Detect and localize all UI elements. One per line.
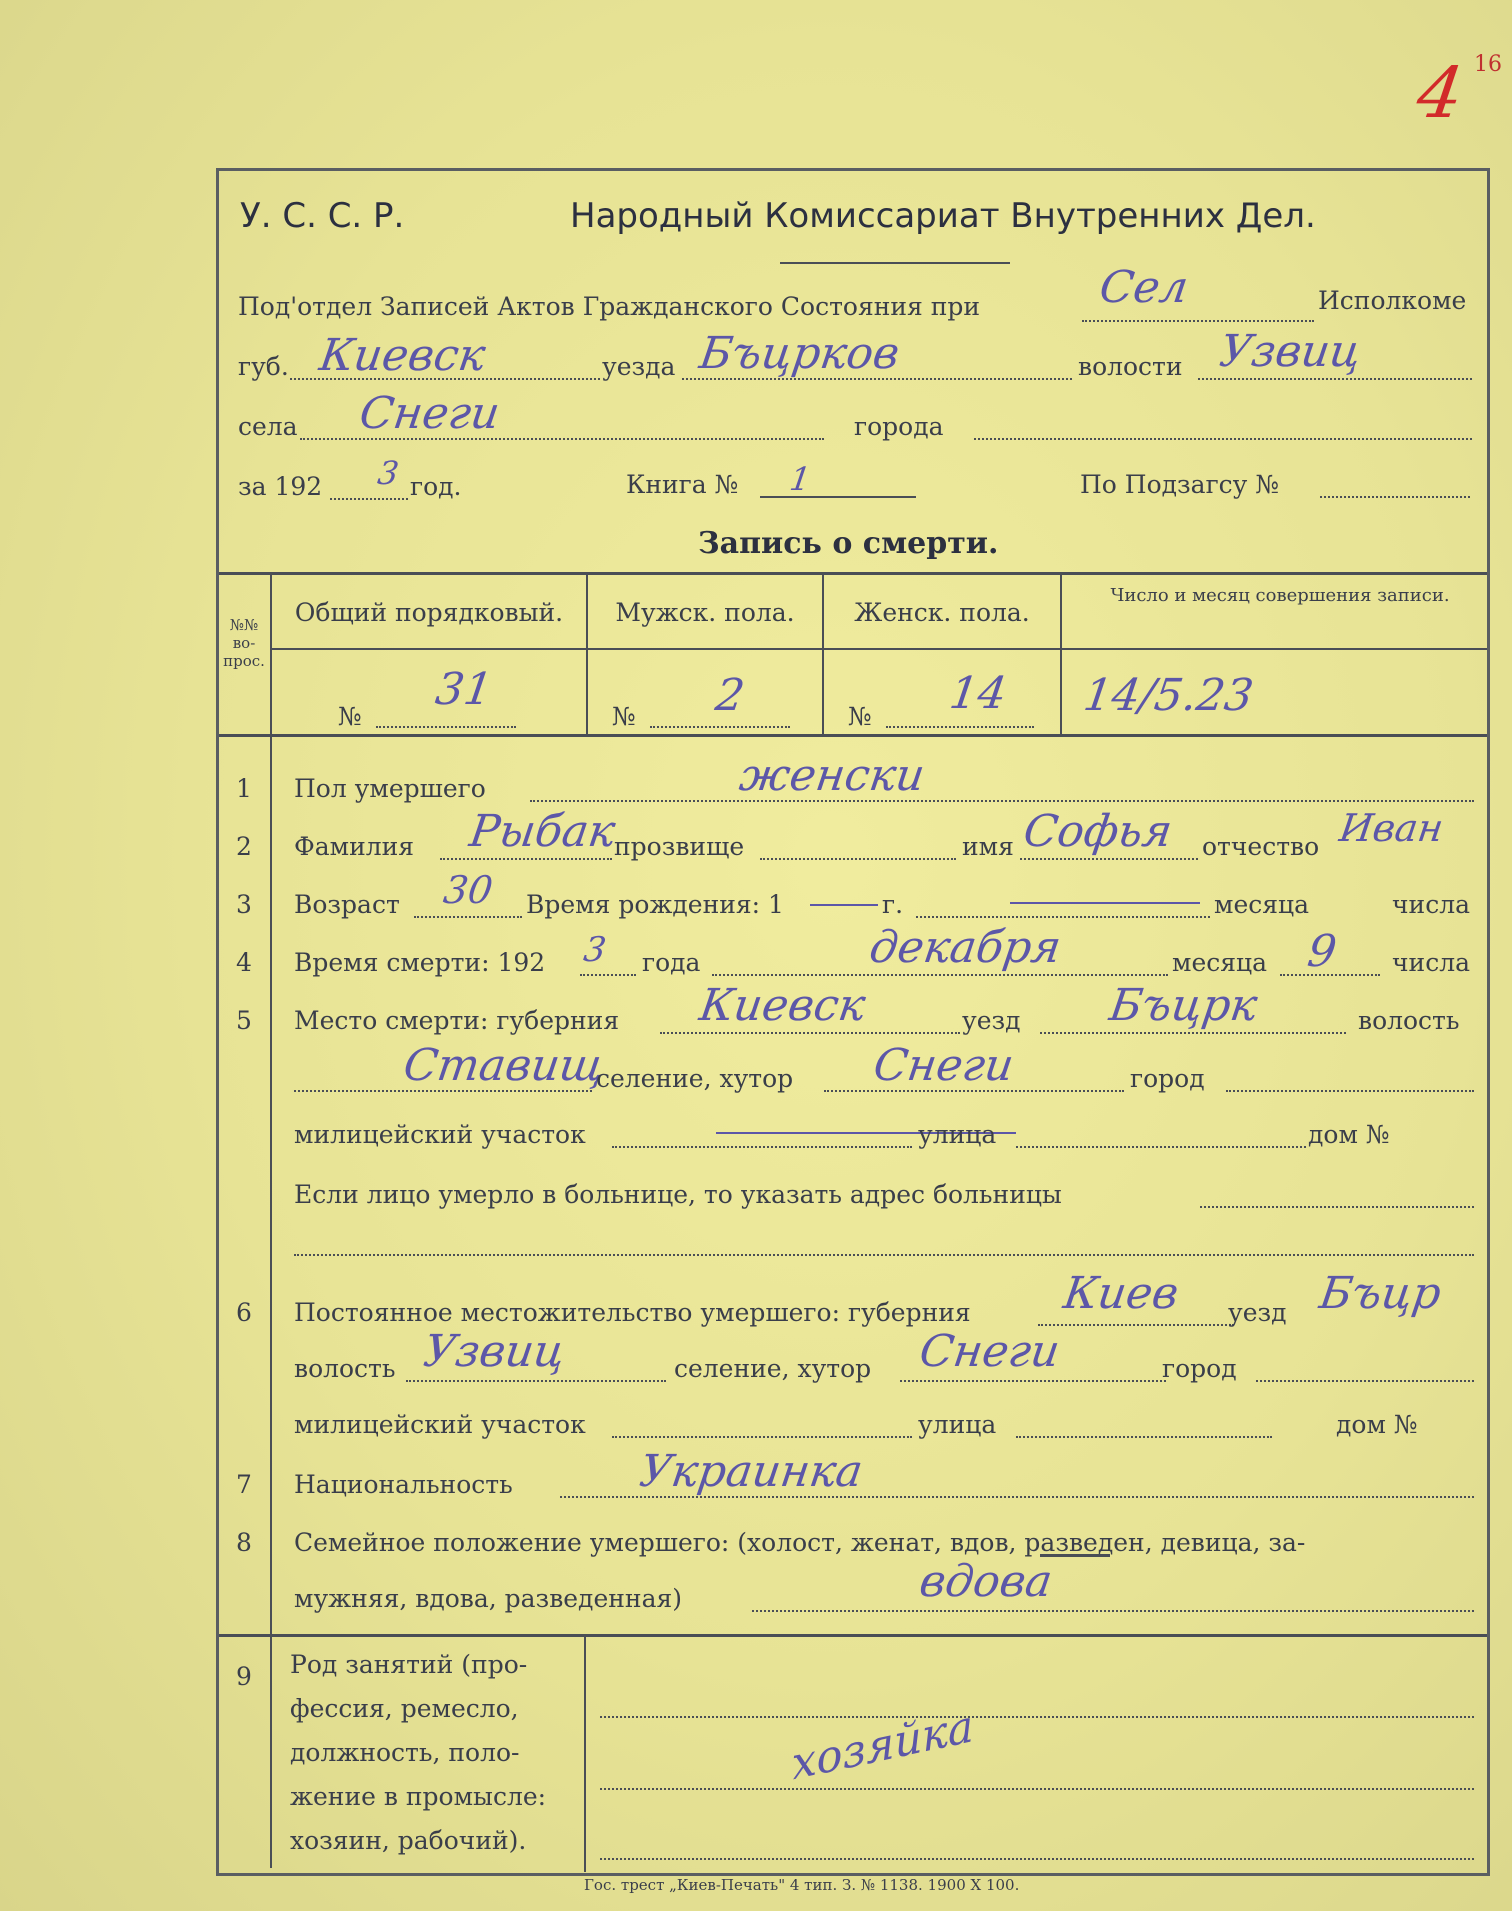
handwritten-death-village: Снеги bbox=[870, 1040, 1017, 1091]
table-mid-rule bbox=[270, 648, 1487, 650]
fill-line bbox=[330, 498, 408, 500]
q3-year-label: г. bbox=[882, 890, 904, 919]
table-divider bbox=[1060, 572, 1062, 734]
commissariat-title: Народный Комиссариат Внутренних Дел. bbox=[570, 196, 1316, 236]
fill-line bbox=[650, 726, 790, 728]
handwritten-res-village: Снеги bbox=[916, 1326, 1063, 1377]
fill-line bbox=[1016, 1146, 1306, 1148]
fill-line bbox=[810, 904, 878, 906]
handwritten-gub: Киевск bbox=[316, 330, 489, 381]
fill-line bbox=[900, 1380, 1166, 1382]
question-number: 5 bbox=[236, 1006, 252, 1035]
ispolkom-label: Исполкоме bbox=[1318, 286, 1467, 315]
q5-place-label: Место смерти: губерния bbox=[294, 1006, 620, 1035]
handwritten-nationality: Украинка bbox=[636, 1446, 866, 1497]
q2-patronymic-label: отчество bbox=[1202, 832, 1320, 861]
handwritten-general-no: 31 bbox=[432, 664, 496, 715]
fill-line bbox=[886, 726, 1034, 728]
folio-number-small: 16 bbox=[1474, 52, 1502, 77]
q9-top-rule bbox=[219, 1634, 1487, 1637]
q5-police-label: милицейский участок bbox=[294, 1120, 586, 1149]
fill-line bbox=[530, 800, 1474, 802]
no-sign: № bbox=[338, 702, 362, 731]
fill-line bbox=[440, 858, 612, 860]
table-bottom-rule bbox=[219, 734, 1487, 737]
podzags-label: По Подзагсу № bbox=[1080, 470, 1279, 499]
col-date: Число и месяц совершения записи. bbox=[1110, 585, 1450, 606]
q9-line: Род занятий (про- bbox=[290, 1650, 528, 1679]
fill-line bbox=[752, 1610, 1474, 1612]
handwritten-death-month: декабря bbox=[866, 922, 1065, 973]
col-male: Мужск. пола. bbox=[615, 598, 795, 627]
fill-line bbox=[1020, 858, 1198, 860]
q9-line: жение в промысле: bbox=[290, 1782, 547, 1811]
question-number: 7 bbox=[236, 1470, 252, 1499]
folio-number-red: 4 bbox=[1412, 52, 1469, 134]
handwritten-selo: Снеги bbox=[356, 388, 503, 439]
handwritten-death-day: 9 bbox=[1304, 926, 1340, 977]
q2-name-label: имя bbox=[962, 832, 1014, 861]
fill-line bbox=[712, 974, 1168, 976]
q6-residence-label: Постоянное местожительство умершего: губерния bbox=[294, 1298, 971, 1327]
fill-line bbox=[294, 1254, 1474, 1256]
q3-month-label: месяца bbox=[1214, 890, 1309, 919]
fill-line bbox=[1226, 1090, 1474, 1092]
volost-label: волости bbox=[1078, 352, 1183, 381]
question-number: 2 bbox=[236, 832, 252, 861]
handwritten-occupation: хозяйка bbox=[790, 1700, 976, 1791]
fill-line bbox=[760, 496, 916, 498]
question-number: 8 bbox=[236, 1528, 252, 1557]
q9-divider bbox=[584, 1634, 586, 1872]
fill-line bbox=[1198, 378, 1472, 380]
q3-age-label: Возраст bbox=[294, 890, 400, 919]
handwritten-volost: Узвиц bbox=[1216, 326, 1365, 377]
q2-nickname-label: прозвище bbox=[614, 832, 745, 861]
q5-hospital-label: Если лицо умерло в больнице, то указать адрес больницы bbox=[294, 1180, 1062, 1209]
no-sign: № bbox=[612, 702, 636, 731]
fill-line bbox=[414, 916, 522, 918]
fill-line bbox=[1256, 1380, 1474, 1382]
q6-street-label: улица bbox=[918, 1410, 997, 1439]
q6-police-label: милицейский участок bbox=[294, 1410, 586, 1439]
strike-line bbox=[1010, 902, 1200, 904]
handwritten-uezd: Бъцрков bbox=[696, 328, 903, 379]
question-number: 3 bbox=[236, 890, 252, 919]
fill-line bbox=[612, 1436, 912, 1438]
handwritten-death-volost: Ставищ bbox=[400, 1040, 608, 1091]
handwritten-sex: женски bbox=[736, 750, 928, 801]
q2-surname-label: Фамилия bbox=[294, 832, 415, 861]
table-divider bbox=[822, 572, 824, 734]
handwritten-death-uezd: Бъцрк bbox=[1106, 980, 1261, 1031]
question-number: 1 bbox=[236, 774, 252, 803]
col-female: Женск. пола. bbox=[854, 598, 1030, 627]
q6-village-label: селение, хутор bbox=[674, 1354, 872, 1383]
handwritten-death-gub: Киевск bbox=[696, 980, 869, 1031]
selo-label: села bbox=[238, 412, 298, 441]
handwritten-res-uezd: Бъцр bbox=[1316, 1268, 1445, 1319]
handwritten-death-year: 3 bbox=[581, 930, 609, 970]
q6-uezd-label: уезд bbox=[1228, 1298, 1287, 1327]
handwritten-male-no: 2 bbox=[712, 670, 748, 721]
fill-line bbox=[580, 974, 636, 976]
q1-label: Пол умершего bbox=[294, 774, 486, 803]
q5-volost-label: волость bbox=[1358, 1006, 1460, 1035]
question-number: 4 bbox=[236, 948, 252, 977]
question-number: 6 bbox=[236, 1298, 252, 1327]
fill-line bbox=[600, 1858, 1474, 1860]
q5-uezd-label: уезд bbox=[962, 1006, 1021, 1035]
fill-line bbox=[916, 916, 1210, 918]
col-general: Общий порядковый. bbox=[294, 598, 564, 627]
handwritten-patronymic: Иван bbox=[1336, 806, 1447, 850]
q7-nationality-label: Национальность bbox=[294, 1470, 513, 1499]
handwritten-marital: вдова bbox=[916, 1556, 1056, 1607]
q9-line: фессия, ремесло, bbox=[290, 1694, 519, 1723]
handwritten-surname: Рыбак bbox=[466, 806, 619, 857]
q9-line: должность, поло- bbox=[290, 1738, 520, 1767]
year-label: за 192 bbox=[238, 472, 323, 501]
fill-line bbox=[1038, 1324, 1234, 1326]
handwritten-year: 3 bbox=[375, 454, 402, 492]
handwritten-office: Сел bbox=[1096, 262, 1192, 313]
q3-day-label: числа bbox=[1392, 890, 1470, 919]
q3-birth-label: Время рождения: 1 bbox=[526, 890, 784, 919]
q5-street-label: улица bbox=[918, 1120, 997, 1149]
q5-house-label: дом № bbox=[1308, 1120, 1390, 1149]
table-top-rule bbox=[219, 572, 1487, 575]
handwritten-name: Софья bbox=[1020, 806, 1176, 857]
q4-day-label: числа bbox=[1392, 948, 1470, 977]
q6-house-label: дом № bbox=[1336, 1410, 1418, 1439]
col-questions: №№ во-прос. bbox=[223, 616, 265, 670]
q6-volost-label: волость bbox=[294, 1354, 396, 1383]
table-divider bbox=[270, 572, 272, 1868]
q4-month-label: месяца bbox=[1172, 948, 1267, 977]
q5-town-label: город bbox=[1130, 1064, 1205, 1093]
book-label: Книга № bbox=[626, 470, 739, 499]
printer-footer: Гос. трест „Киев-Печать" 4 тип. З. № 1138. 1900 Х 100. bbox=[584, 1876, 1020, 1894]
fill-line bbox=[974, 438, 1472, 440]
handwritten-res-volost: Узвиц bbox=[420, 1326, 569, 1377]
q6-town-label: город bbox=[1162, 1354, 1237, 1383]
fill-line bbox=[376, 726, 516, 728]
year-suffix: год. bbox=[410, 472, 462, 501]
fill-line bbox=[1040, 1032, 1346, 1034]
table-divider bbox=[586, 572, 588, 734]
no-sign: № bbox=[848, 702, 872, 731]
state-title: У. С. С. Р. bbox=[240, 196, 405, 236]
fill-line bbox=[600, 1716, 1474, 1718]
fill-line bbox=[660, 1032, 960, 1034]
fill-line bbox=[406, 1380, 666, 1382]
q4-year-label: года bbox=[642, 948, 701, 977]
uezd-label: уезда bbox=[602, 352, 676, 381]
record-title: Запись о смерти. bbox=[698, 526, 999, 561]
q8-marital-label: Семейное положение умершего: (холост, женат, вдов, разведен, девица, за- bbox=[294, 1528, 1306, 1557]
fill-line bbox=[600, 1788, 1474, 1790]
q4-death-label: Время смерти: 192 bbox=[294, 948, 546, 977]
handwritten-record-date: 14/5.23 bbox=[1080, 670, 1257, 721]
handwritten-book: 1 bbox=[787, 460, 814, 498]
handwritten-age: 30 bbox=[440, 868, 496, 912]
question-number: 9 bbox=[236, 1662, 252, 1691]
q5-village-label: селение, хутор bbox=[596, 1064, 794, 1093]
gub-label: губ. bbox=[238, 352, 289, 381]
fill-line bbox=[760, 858, 956, 860]
fill-line bbox=[1082, 320, 1314, 322]
office-label: Под'отдел Записей Актов Гражданского Состояния при bbox=[238, 292, 981, 321]
q8-marital-label-2: мужняя, вдова, разведенная) bbox=[294, 1584, 683, 1613]
gorod-label: города bbox=[854, 412, 944, 441]
fill-line bbox=[1200, 1206, 1474, 1208]
fill-line bbox=[1320, 496, 1470, 498]
handwritten-female-no: 14 bbox=[946, 668, 1010, 719]
header-rule bbox=[780, 262, 1010, 264]
handwritten-res-gub: Киев bbox=[1060, 1268, 1182, 1319]
fill-line bbox=[1016, 1436, 1272, 1438]
fill-line bbox=[612, 1146, 912, 1148]
q9-line: хозяин, рабочий). bbox=[290, 1826, 527, 1855]
